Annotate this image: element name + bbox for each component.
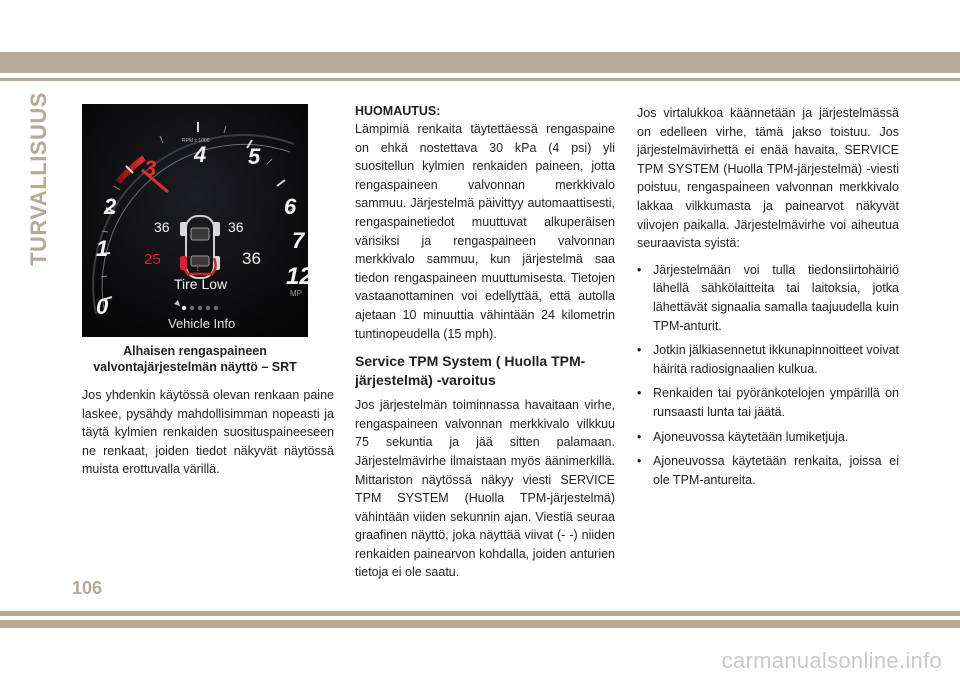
tire-status-text: Tire Low xyxy=(174,276,228,292)
list-item-text: Renkaiden tai pyöränkotelojen ympärillä on runsaasti lunta tai jäätä. xyxy=(653,386,899,419)
bullet-symbol: • xyxy=(637,343,642,358)
gauge-unit-label: RPM x 1000 xyxy=(182,138,210,144)
column-1 xyxy=(82,386,334,479)
list-item xyxy=(637,428,899,447)
list-item-text: Ajoneuvossa käytetään lumiketjuja. xyxy=(653,429,849,444)
list-item xyxy=(637,341,899,378)
figure-caption xyxy=(82,343,308,375)
tire-value-front-left: 36 xyxy=(154,219,170,235)
speed-unit-fragment: MP xyxy=(290,289,302,298)
gauge-number-4: 4 xyxy=(194,142,207,167)
svg-text:!: ! xyxy=(196,263,200,274)
section-side-tab xyxy=(26,92,52,266)
section-heading: Service TPM System ( Huolla TPM-järjestelmä) -varoitus xyxy=(355,353,586,389)
tire-pressure-paragraph: Jos yhdenkin käytössä olevan renkaan paine laskee, pysähdy mahdollisimman nopeasti ja täytä kylmien renkaiden suosituspaineeseen ne renkaat, joiden tiedot näkyvät näytössä muista erottuvalla värillä. xyxy=(82,388,334,477)
bullet-symbol: • xyxy=(637,262,642,277)
watermark-text: carmanualsonline.info xyxy=(721,648,942,673)
tire-pressure-display-figure xyxy=(82,104,313,337)
list-item-text: Ajoneuvossa käytetään renkaita, joissa ei ole TPM-antureita. xyxy=(653,454,899,487)
gauge-number-3: 3 xyxy=(144,156,157,181)
caption-line-2: valvontajärjestelmän näyttö – SRT xyxy=(93,360,297,374)
bullet-symbol: • xyxy=(637,429,642,444)
tire-value-rear-right: 36 xyxy=(242,249,261,268)
bullet-symbol: • xyxy=(637,454,642,469)
list-item xyxy=(637,261,899,335)
tire-value-front-right: 36 xyxy=(228,219,244,235)
header-bar xyxy=(0,52,960,73)
gauge-number-7: 7 xyxy=(292,228,305,253)
tire-value-rear-left: 25 xyxy=(144,251,161,268)
fault-causes-list xyxy=(637,261,899,490)
system-fault-intro: Jos virtalukkoa käännetään ja järjestelmässä on edelleen virhe, tämä jakso toistuu. Jos järjestelmävirhettä ei enää havaita, SERVICE TPM SYSTEM (Huolla TPM-järjestelmä) -viesti poistuu, rengaspaineen valvonnan merkkivalo lakkaa vilkkumasta ja painearvot näkyvät viivojen paikalla. Järjestelmävirhe voi aiheutua seuraavista syistä: xyxy=(637,106,899,251)
footer-rule xyxy=(0,611,960,616)
instrument-cluster-image xyxy=(82,104,313,337)
list-item-text: Järjestelmään voi tulla tiedonsiirtohäiriö lähellä sähkölaitteita tai laitoksia, jotka lähettävät signaalia samalla taajuudella kuin TPM-anturit. xyxy=(653,262,899,333)
section-tab-label: TURVALLISUUS xyxy=(26,92,52,266)
list-item-text: Jotkin jälkiasennetut ikkunapinnoitteet voivat häiritä radiosignaalien kulkua. xyxy=(653,343,899,376)
speed-number-12: 12 xyxy=(286,263,313,290)
list-item xyxy=(637,452,899,489)
caption-line-1: Alhaisen rengaspaineen xyxy=(123,344,267,358)
note-heading: HUOMAUTUS: xyxy=(355,104,441,118)
gauge-number-5: 5 xyxy=(248,144,261,169)
note-paragraph: Lämpimiä renkaita täytettäessä rengaspaine on ehkä nostettava 30 kPa (4 psi) yli suositellun kylmien renkaiden paineen, jotta rengaspaineen valvonnan merkkivalo sammuu. Järjestelmä päivittyy automaattisesti, rengaspainetiedot muuttuvat alkuperäisen värisiksi ja rengaspaineen valvonnan merkkivalo sammuu, kun järjestelmä saa tiedon rengaspaineen muuttumisesta. Tietojen vastaanottaminen voi edellyttää, että autolla ajetaan 10 minuuttia vähintään 24 kilometrin tuntinopeudella (15 mph). xyxy=(355,122,615,341)
column-3 xyxy=(637,104,899,495)
header-rule xyxy=(0,78,960,81)
gauge-number-1: 1 xyxy=(96,236,109,261)
footer-bar xyxy=(0,620,960,628)
menu-label: Vehicle Info xyxy=(168,316,236,331)
list-item xyxy=(637,384,899,421)
column-2 xyxy=(355,104,615,582)
service-tpm-paragraph: Jos järjestelmän toiminnassa havaitaan virhe, rengaspaineen valvonnan merkkivalo vilkkuu 75 sekuntia ja jää sitten palamaan. Järjestelmävirhe ilmaistaan myös äänimerkillä. Mittariston näytössä näkyy viesti SERVICE TPM SYSTEM (Huolla TPM-järjestelmä) vähintään viiden sekunnin ajan. Viestiä seuraa graafinen näyttö, joka näyttää viivat (- -) niiden renkaiden painearvon kohdalla, joiden anturien tietoja ei ole saatu. xyxy=(355,398,615,580)
top-margin xyxy=(0,0,960,52)
gauge-number-6: 6 xyxy=(284,194,297,219)
page-number: 106 xyxy=(72,578,103,598)
gauge-number-2: 2 xyxy=(104,194,117,219)
gauge-number-0: 0 xyxy=(96,294,109,319)
bullet-symbol: • xyxy=(637,386,642,401)
